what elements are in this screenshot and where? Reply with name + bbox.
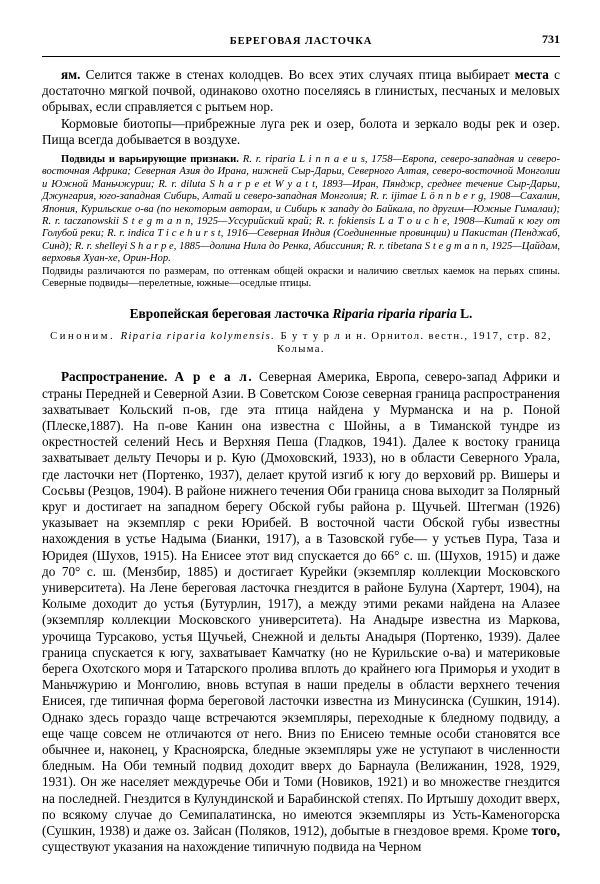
paragraph-5-lead: Распространение.	[61, 369, 168, 385]
section-heading-latin: Riparia riparia riparia	[332, 306, 457, 322]
paragraph-5	[42, 369, 560, 855]
section-heading-pre: Европейская береговая ласточка	[129, 306, 333, 322]
paragraph-1-text-b: с достаточно мягкой почвой, одинаково охотно поселяясь в глинистых, песчаных и меловых обрывах, если справляется с рытьем нор.	[42, 67, 560, 115]
paragraph-1-text-a: Селится также в стенах колодцев. Во всех этих случаях птица выбирает	[80, 67, 515, 82]
synonym-latin: Riparia riparia kolymensis.	[120, 331, 276, 343]
synonym-line	[42, 331, 560, 356]
paragraph-4: Подвиды различаются по размерам, по оттенкам общей окраски и наличию светлых каемок на перьях спины. Северные подвиды—перелетные, южные—оседлые птицы.	[42, 265, 560, 290]
paragraph-5-tail: существуют указания на нахождение типичную подвида на Черном	[42, 839, 422, 855]
paragraph-3-lead: Подвиды и варьирующие признаки.	[61, 154, 239, 166]
paragraph-1-lead: ям.	[61, 67, 81, 82]
page-number: 731	[542, 32, 560, 46]
synonym-label: Синоним.	[50, 331, 116, 343]
synonym-reference: Б у т у р л и н. Орнитол. вестн., 1917, стр. 82, Колыма.	[277, 331, 552, 355]
header-rule	[42, 56, 560, 57]
section-heading	[42, 306, 560, 322]
page-header	[42, 32, 560, 54]
paragraph-5-sublead: А р е а л.	[167, 369, 254, 385]
paragraph-3	[42, 154, 560, 266]
paragraph-2: Кормовые биотопы—прибрежные луга рек и озер, болота и зеркало воды рек и озер. Пища всегда добывается в воздухе.	[42, 115, 560, 147]
paragraph-3-body: R. r. riparia L i n n a e u s, 1758—Европа, северо-западная и северо-восточная Африка; Северная Азия до Ирана, нижней Сыр-Дарьи, Северного Алтая, северо-восточной Монголии и Южной Маньчжурии; R. r. diluta S h a r p e et W y a t t, 1893—Иран, Пянджр, среднее течение Сыр-Дарьи, Джунгария, юго-западная Сибирь, Алтай и северо-западная Монголия; R. r. ijimae L ö n n b e r g, 1908—Сахалин, Япония, Курильские о-ва (по некоторым авторам, и Сибирь к западу до Байкала, по другим—Южные Гималаи); R. r. taczanowskii S t e g m a n n, 1925—Уссурийский край; R. r. fokiensis L a T o u c h e, 1908—Китай к югу от Голубой реки; R. r. indica T i c e h u r s t, 1916—Северная Индия (Соединенные провинции) и Пакистан (Пенджаб, Синд); R. r. shelleyi S h a r p e, 1885—долина Нила до Ренка, Абиссиния; R. r. tibetana S t e g m a n n, 1925—Цайдам, верховья Хуан-хе, Орин-Нор.	[42, 154, 561, 265]
running-title: БЕРЕГОВАЯ ЛАСТОЧКА	[229, 36, 373, 47]
paragraph-1	[42, 67, 560, 116]
paragraph-5-body: Северная Америка, Европа, северо-запад Африки и страны Передней и Северной Азии. В Советском Союзе северная граница распространения захватывает Кольский п-ов, где эта птица найдена у Мурманска и на р. Поной (Плеске,1887). На п-ове Канин она известна с Шойны, а в Тиманской тундре из окрестностей селений Несь и Верхняя Пеша (Гладков, 1941). Далее к востоку граница захватывает дельту Печоры и р. Кую (Дмоховский, 1933), но в области Северного Урала, где ласточки нет (Портенко, 1937), делает крутой изгиб к югу до верховий рр. Вишеры и Сосьвы (Резцов, 1904). В районе нижнего течения Оби граница снова выходит за Полярный круг и достигает на западном берегу Обской губы района р. Щучьей. Штегман (1926) указывает на экземпляр с реки Юрибей. В восточной части Обской губы известны нахождения в устье Надыма (Бианки, 1917), а в Тазовской губе— у устьев Пура, Таза и Юридея (Шухов, 1915). На Енисее этот вид спускается до 66° с. ш. (Шухов, 1915) и даже до 70° с. ш. (Мензбир, 1885) и достигает Курейки (экземпляр коллекции Московского университета). На Лене береговая ласточка гнездится в районе Булуна (Хартерт, 1904), на Колыме доходит до устья (Бутурлин, 1917), а между этими реками найдена на Алазее (экземпляр коллекции Московского университета). На Анадыре известна из Маркова, урочища Турсаково, устья Щучьей, Снежной и дельты Анадыря (Портенко, 1939). Далее граница спускается к югу, захватывает Камчатку (но не Курильские о-ва) и материковые берега Охотского моря и Татарского пролива вплоть до крайнего юга Приморья и уходит в Маньчжурию и Монголию, вновь вступая в наши пределы в области верхнего течения Енисея, где типичная форма береговой ласточки известна из Минусинска (Сушкин, 1914). Однако здесь гораздо чаще встречаются экземпляры, переходные к бледному подвиду, а еще чаще совсем не отличаются от него. Вниз по Енисею темные особи становятся все обычнее и, наконец, у Красноярска, бледные экземпляры уже не уступают в численности бледным. На Оби темный подвид доходит вверх до Барнаула (Велижанин, 1928, 1929, 1931). Он же населяет междуречье Оби и Томи (Новиков, 1921) и во множестве гнездится на последней. Гнездится в Кулундинской и Барабинской степях. По Иртышу доходит вверх, по всякому случае до Семипалатинска, но имеются экземпляры из Усть-Каменогорска (Сушкин, 1938) и даже оз. Зайсан (Поляков, 1912), добытые в гнездовое время. Кроме	[42, 369, 560, 838]
paragraph-1-emphasis: места	[514, 67, 549, 82]
section-heading-post: L.	[456, 306, 473, 322]
paragraph-5-catchword: того,	[531, 822, 560, 838]
